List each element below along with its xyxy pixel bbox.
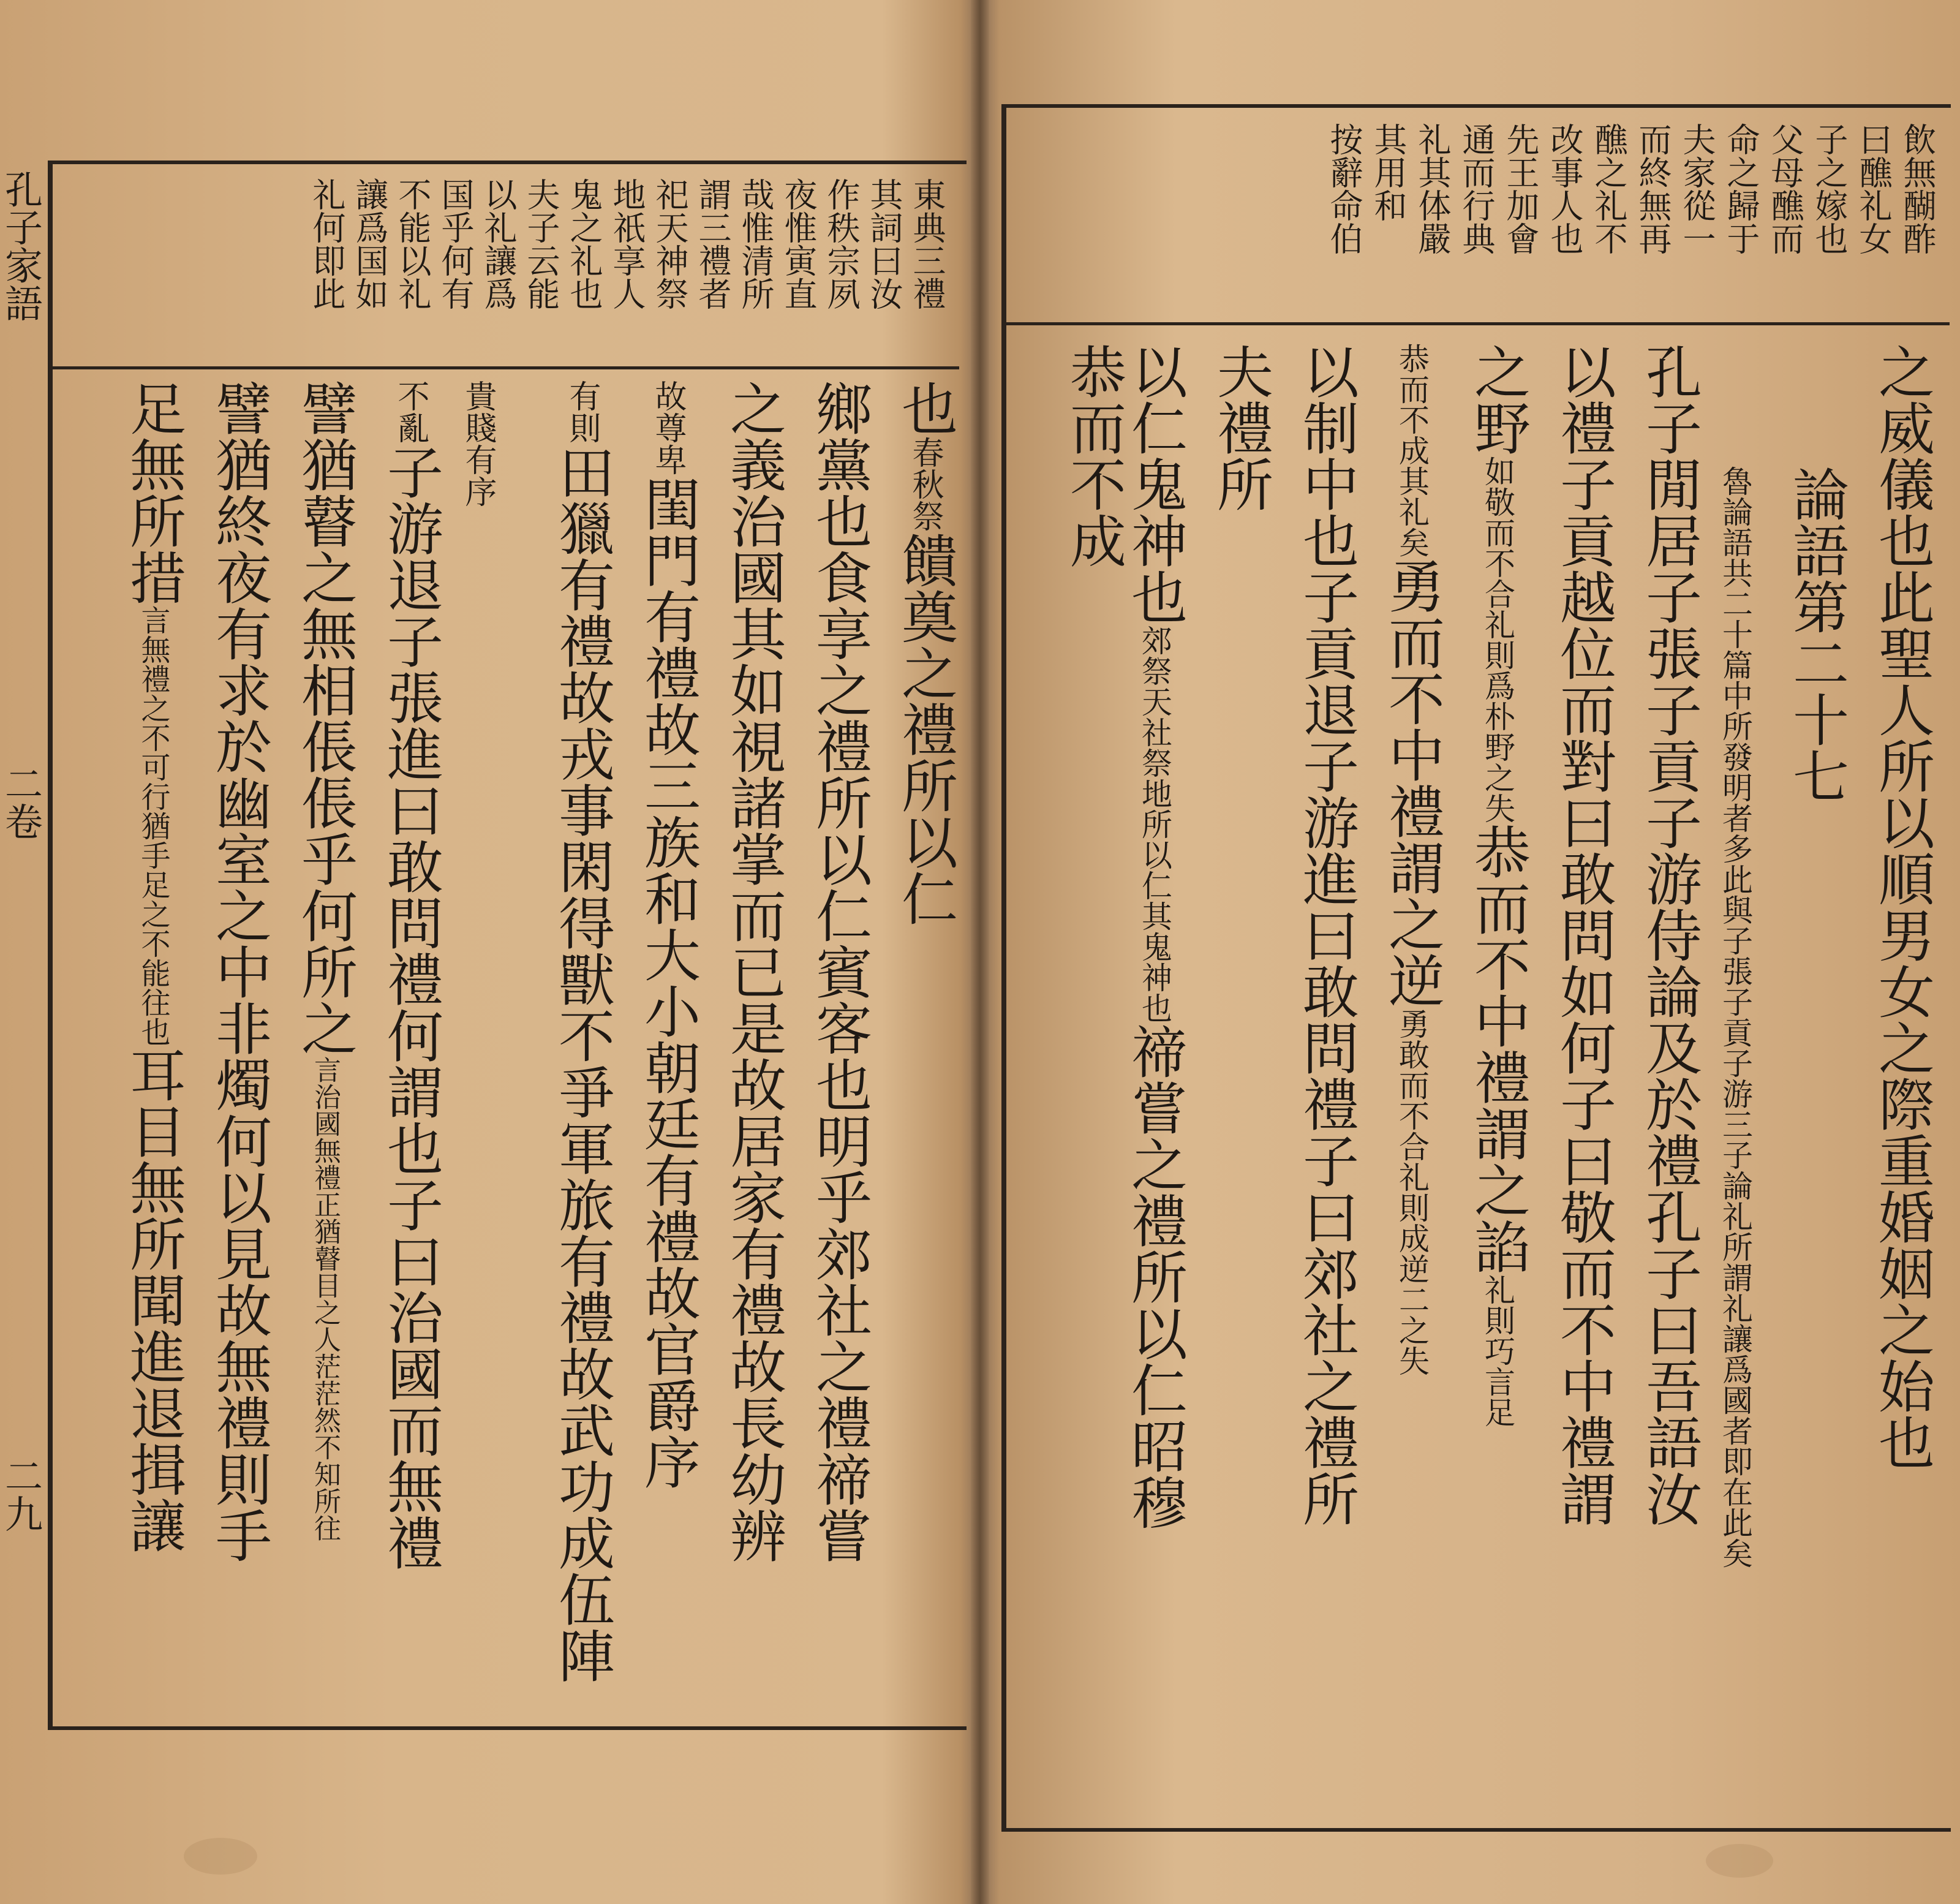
note-column: 讓爲国如 <box>350 178 389 310</box>
note-column: 哉惟清所 <box>736 178 775 310</box>
left-page <box>0 0 977 1904</box>
bottom-frame-line <box>1001 1828 1951 1832</box>
note-column: 父母醮而 <box>1766 123 1804 255</box>
folio-number: 二九 <box>4 1454 43 1537</box>
note-column: 飲無醐酢 <box>1898 123 1937 255</box>
note-column: 地祇享人 <box>608 178 646 310</box>
text-column: 之義治國其如視諸掌而已是故居家有禮故長幼辨 <box>721 380 786 1563</box>
chapter-heading: 論語第二十七 <box>1784 466 1849 804</box>
juan-label: 二卷 <box>4 762 43 845</box>
text-column: 以仁鬼神也郊祭天社祭地所以仁其鬼神也禘嘗之禮所以仁昭穆 <box>1122 343 1188 1530</box>
note-column: 国乎何有 <box>436 178 475 310</box>
note-column: 改事人也 <box>1545 123 1584 255</box>
note-column: 按辭命伯 <box>1325 123 1363 255</box>
note-column: 作秩宗夙 <box>822 178 861 310</box>
paper-stain <box>184 1838 257 1875</box>
note-column: 曰醮礼女 <box>1854 123 1893 255</box>
text-column: 故尊卑閨門有禮故三族和大小朝廷有禮故官爵序 <box>635 380 701 1490</box>
text-column: 以禮子貢越位而對曰敢問如何子曰敬而不中禮謂 <box>1551 343 1616 1527</box>
text-column: 之野如敬而不合礼則爲朴野之失恭而不中禮謂之諂礼則巧言足 <box>1465 343 1531 1427</box>
note-column: 祀天神祭 <box>650 178 689 310</box>
note-column: 不能以礼 <box>393 178 432 310</box>
text-column: 也春秋祭饋奠之禮所以仁 <box>892 380 958 926</box>
paper-stain <box>1706 1844 1773 1878</box>
bottom-frame-line <box>48 1726 967 1730</box>
note-column: 醮之礼不 <box>1589 123 1628 255</box>
text-column: 不亂子游退子張進曰敢問禮何謂也子曰治國而無禮 <box>378 380 443 1571</box>
note-column: 子之嫁也 <box>1810 123 1849 255</box>
note-column: 其詞曰汝 <box>865 178 903 310</box>
note-column: 東典三禮 <box>908 178 946 310</box>
note-column: 謂三禮者 <box>693 178 732 310</box>
text-column: 貴賤有序 <box>459 380 496 507</box>
note-column: 而終無再 <box>1634 123 1672 255</box>
text-column: 有則田獵有禮故戎事閑得獸不爭軍旅有禮故武功成伍陣 <box>549 380 615 1683</box>
chapter-note: 魯論語共二十篇中所發明者多此與子張子貢子游三子論礼所謂礼讓爲國者即在此矣 <box>1717 466 1753 1568</box>
note-column: 夜惟寅直 <box>779 178 818 310</box>
text-column: 譬猶終夜有求於幽室之中非燭何以見故無禮則手 <box>206 380 272 1563</box>
text-column: 以制中也子貢退子游進曰敢問禮子曰郊社之禮所 <box>1294 343 1359 1527</box>
text-column: 譬猶瞽之無相倀倀乎何所之言治國無禮正猶瞽目之人茫茫然不知所往 <box>292 380 358 1541</box>
note-column: 通而行典 <box>1457 123 1496 255</box>
note-column: 礼其体嚴 <box>1413 123 1452 255</box>
note-column: 以礼讓爲 <box>479 178 518 310</box>
left-frame-line <box>1001 104 1006 1832</box>
note-column: 夫家從一 <box>1678 123 1716 255</box>
note-column: 鬼之礼也 <box>565 178 603 310</box>
note-column: 命之歸于 <box>1722 123 1760 255</box>
note-column: 礼何即此 <box>307 178 346 310</box>
margin-title: 孔子家語 <box>4 168 43 327</box>
text-column: 夫禮所 <box>1208 343 1273 512</box>
note-column: 其用和 <box>1369 123 1408 222</box>
right-page <box>983 0 1960 1904</box>
text-column: 恭而不成其礼矣勇而不中禮謂之逆勇敢而不合礼則成逆二之失 <box>1379 343 1445 1376</box>
text-column: 孔子閒居子張子貢子游侍論及於禮孔子曰吾語汝 <box>1637 343 1702 1527</box>
note-column: 夫子云能 <box>522 178 560 310</box>
left-frame-line <box>48 161 53 1729</box>
text-column: 鄉黨也食享之禮所以仁賓客也明乎郊社之禮禘嘗 <box>807 380 872 1563</box>
note-column: 先王加會 <box>1501 123 1540 255</box>
text-column: 恭而不成 <box>1061 343 1126 569</box>
text-column: 之威儀也此聖人所以順男女之際重婚姻之始也 <box>1869 343 1935 1470</box>
text-column: 足無所措言無禮之不可行猶手足之不能往也耳目無所聞進退揖讓 <box>121 380 186 1554</box>
